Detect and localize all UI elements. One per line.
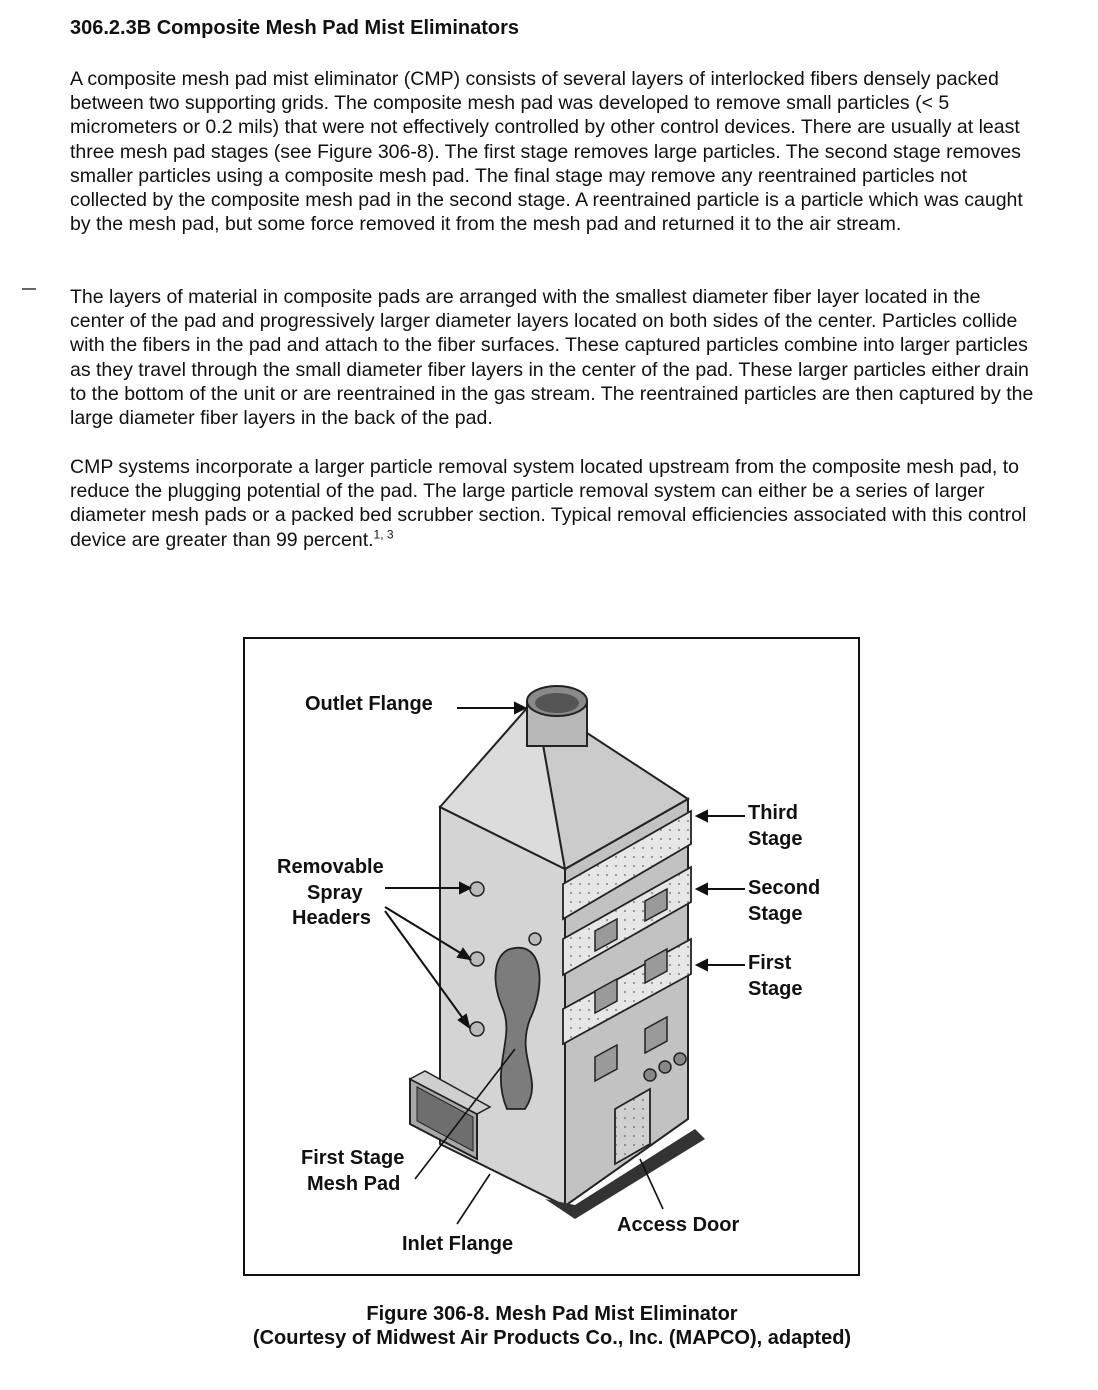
label-third-stage-line2: Stage [748, 828, 803, 850]
label-first-stage-line2: Stage [748, 978, 803, 1000]
paragraph-3 [70, 455, 1035, 552]
figure-frame [243, 637, 860, 1276]
figure-caption-credit: (Courtesy of Midwest Air Products Co., Inc. (MAPCO), adapted) [252, 1327, 852, 1349]
margin-mark [22, 288, 36, 290]
label-spray-headers-line1: Removable [277, 856, 384, 878]
paragraph-1: A composite mesh pad mist eliminator (CMP) consists of several layers of interlocked fibers densely packed between two supporting grids. The composite mesh pad was developed to remove small particles (< 5 micrometers or 0.2 mils) that were not effectively controlled by other control devices. There are usually at least three mesh pad stages (see Figure 306-8). The first stage removes large particles. The second stage removes smaller particles using a composite mesh pad. The final stage may remove any reentrained particles not collected by the composite mesh pad in the second stage. A reentrained particle is a particle which was caught by the mesh pad, but some force removed it from the mesh pad and returned it to the air stream. [70, 68, 1023, 236]
paragraph-2: The layers of material in composite pads are arranged with the smallest diameter fiber layer located in the center of the pad and progressively larger diameter layers located on both sides of the center. Particles collide with the fibers in the pad and attach to the fiber surfaces. These captured particles combine into larger particles as they travel through the small diameter fiber layers in the center of the pad. These larger particles either drain to the bottom of the unit or are reentrained in the gas stream. The reentrained particles are then captured by the large diameter fiber layers in the back of the pad. [70, 286, 1034, 430]
label-outlet-flange: Outlet Flange [305, 693, 433, 715]
label-spray-headers-line3: Headers [292, 907, 371, 929]
paragraph-3-text: CMP systems incorporate a larger particle removal system located upstream from the composite mesh pad, to reduce the plugging potential of the pad. The large particle removal system can either be a series of larger diameter mesh pads or a packed bed scrubber section. Typical removal efficiencies associated with this control device are greater than 99 percent. [70, 456, 1027, 551]
citation-superscript: 1, 3 [373, 527, 394, 542]
section-heading: 306.2.3B Composite Mesh Pad Mist Eliminators [70, 17, 520, 39]
label-second-stage-line2: Stage [748, 903, 803, 925]
label-mesh-pad-line2: Mesh Pad [307, 1173, 401, 1195]
label-third-stage-line1: Third [748, 802, 798, 824]
figure-caption-title: Figure 306-8. Mesh Pad Mist Eliminator [366, 1303, 738, 1325]
label-mesh-pad-line1: First Stage [301, 1147, 405, 1169]
label-spray-headers-line2: Spray [307, 882, 363, 904]
label-second-stage-line1: Second [748, 877, 821, 899]
label-inlet-flange: Inlet Flange [402, 1233, 514, 1255]
label-first-stage-line1: First [748, 952, 792, 974]
label-access-door: Access Door [617, 1214, 740, 1236]
